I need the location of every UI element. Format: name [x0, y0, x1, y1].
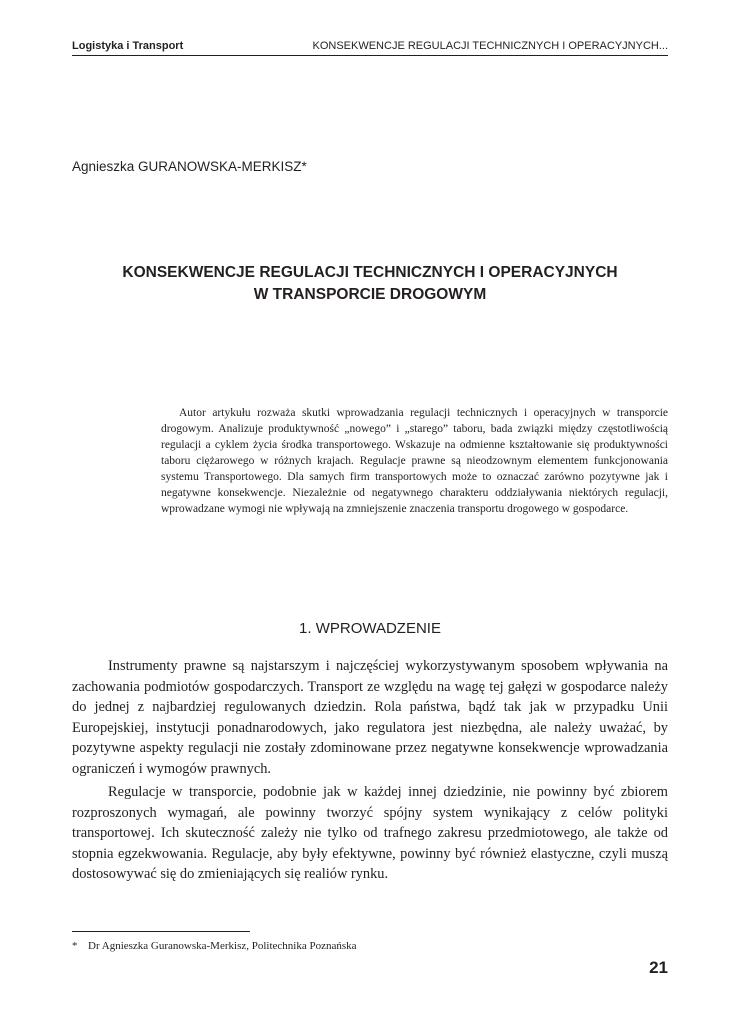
footnote [72, 940, 357, 952]
running-header-title: KONSEKWENCJE REGULACJI TECHNICZNYCH I OPERACYJNYCH... [312, 40, 668, 52]
footnote-divider [72, 931, 250, 932]
header-divider [72, 55, 668, 56]
article-title-line-2: W TRANSPORCIE DROGOWYM [253, 286, 487, 303]
running-header-journal: Logistyka i Transport [72, 40, 184, 52]
author-name: Agnieszka GURANOWSKA-MERKISZ* [72, 159, 307, 174]
page-number: 21 [649, 958, 668, 977]
abstract: Autor artykułu rozważa skutki wprowadzania regulacji technicznych i operacyjnych w transporcie drogowym. Analizuje produktywność „nowego” i „starego” taboru, bada związki między częstotliwością regulacji a cyklem życia środka transportowego. Wskazuje na odmienne kształtowanie się produktywności taboru ciężarowego w różnych krajach. Regulacje prawne są nieodzownym elementem funkcjonowania systemu Transportowego. Dla samych firm transportowych może to oznaczać zarówno pozytywne jak i negatywne konsekwencje. Niezależnie od negatywnego charakteru oddziaływania niektórych regulacji, wprowadzane wymogi nie wpływają na zmniejszenie znaczenia transportu drogowego w gospodarce. [161, 407, 668, 515]
footnote-mark: * [72, 940, 78, 952]
body-paragraph-2: Regulacje w transporcie, podobnie jak w każdej innej dziedzinie, nie powinny być zbiorem rozproszonych wymagań, ale powinny tworzyć spójny system wynikający z celów polityki transportowej. Ich skuteczność zależy nie tylko od trafnego zakresu przedmiotowego, ale także od stopnia egzekwowania. Regulacje, aby były efektywne, powinny być również elastyczne, czyli muszą dostosowywać się do zmieniających się realiów rynku. [72, 784, 668, 882]
footnote-text: Dr Agnieszka Guranowska-Merkisz, Politechnika Poznańska [88, 940, 357, 952]
article-title [72, 262, 668, 306]
body-paragraph-1: Instrumenty prawne są najstarszym i najczęściej wykorzystywanym sposobem wpływania na zachowania podmiotów gospodarczych. Transport ze względu na wagę tej gałęzi w gospodarce należy do jednej z najbardziej regulowanych dziedzin. Rola państwa, bądź tak jak w przypadku Unii Europejskiej, instytucji ponadnarodowych, jako regulatora jest niezbędna, ale należy uważać, by pozytywne aspekty regulacji nie zostały zdominowane przez negatywne konsekwencje wprowadzania ograniczeń i wymogów prawnych. [72, 658, 668, 777]
article-title-line-1: KONSEKWENCJE REGULACJI TECHNICZNYCH I OPERACYJNYCH [122, 264, 618, 281]
section-heading: 1. WPROWADZENIE [299, 620, 441, 637]
